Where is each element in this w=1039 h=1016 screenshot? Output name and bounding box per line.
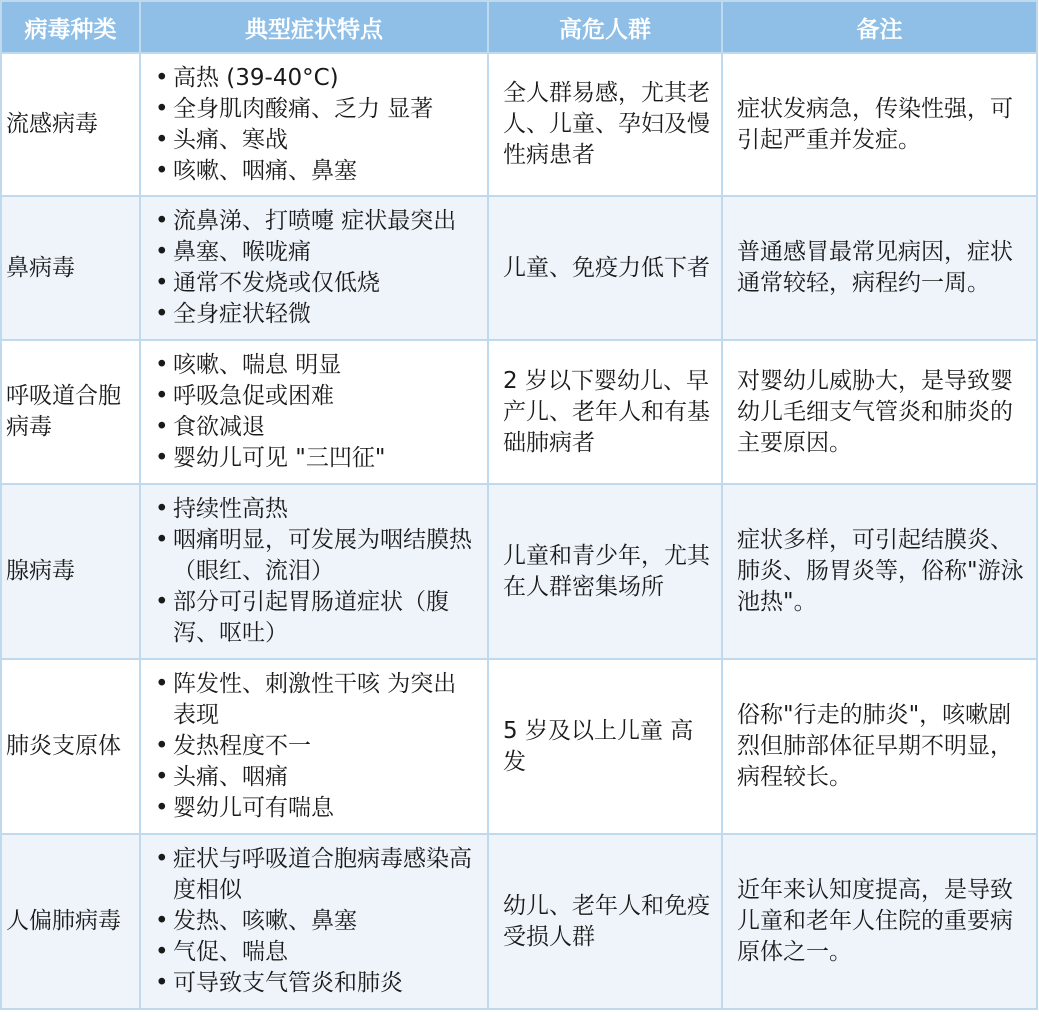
header-virus-type: 病毒种类: [1, 1, 140, 53]
symptom-item: • 咳嗽、喘息 明显: [155, 350, 473, 381]
symptom-item: • 咽痛明显，可发展为咽结膜热（眼红、流泪）: [155, 525, 473, 587]
symptom-item: • 婴幼儿可见 "三凹征": [155, 443, 473, 474]
symptom-item: • 持续性高热: [155, 494, 473, 525]
header-notes: 备注: [722, 1, 1037, 53]
note-cell: 俗称"行走的肺炎"，咳嗽剧烈但肺部体征早期不明显，病程较长。: [722, 659, 1037, 834]
symptom-item: • 咳嗽、咽痛、鼻塞: [155, 156, 473, 187]
symptoms-cell: [140, 53, 488, 196]
symptoms-cell: [140, 196, 488, 340]
note-cell: 普通感冒最常见病因，症状通常较轻，病程约一周。: [722, 196, 1037, 340]
risk-group-cell: 5 岁及以上儿童 高发: [488, 659, 722, 834]
risk-group-cell: 幼儿、老年人和免疫受损人群: [488, 834, 722, 1009]
symptom-item: • 头痛、咽痛: [155, 762, 473, 793]
virus-name-cell: 人偏肺病毒: [1, 834, 140, 1009]
symptom-item: • 气促、喘息: [155, 937, 473, 968]
symptom-item: • 症状与呼吸道合胞病毒感染高度相似: [155, 844, 473, 906]
table-row: [1, 196, 1037, 340]
symptom-item: • 流鼻涕、打喷嚏 症状最突出: [155, 206, 473, 237]
table-header-row: [1, 1, 1037, 53]
symptom-item: • 发热、咳嗽、鼻塞: [155, 906, 473, 937]
symptom-item: • 全身症状轻微: [155, 299, 473, 330]
note-cell: 对婴幼儿威胁大，是导致婴幼儿毛细支气管炎和肺炎的主要原因。: [722, 340, 1037, 484]
table-row: [1, 834, 1037, 1009]
risk-group-cell: 全人群易感，尤其老人、儿童、孕妇及慢性病患者: [488, 53, 722, 196]
virus-name-cell: 呼吸道合胞病毒: [1, 340, 140, 484]
symptom-item: • 婴幼儿可有喘息: [155, 793, 473, 824]
symptom-item: • 全身肌肉酸痛、乏力 显著: [155, 94, 473, 125]
symptom-item: • 通常不发烧或仅低烧: [155, 268, 473, 299]
risk-group-cell: 2 岁以下婴幼儿、早产儿、老年人和有基础肺病者: [488, 340, 722, 484]
virus-name-cell: 鼻病毒: [1, 196, 140, 340]
header-risk-group: 高危人群: [488, 1, 722, 53]
symptoms-cell: [140, 834, 488, 1009]
table-row: [1, 484, 1037, 659]
symptoms-cell: [140, 659, 488, 834]
virus-name-cell: 肺炎支原体: [1, 659, 140, 834]
symptom-item: • 头痛、寒战: [155, 125, 473, 156]
symptom-item: • 食欲减退: [155, 412, 473, 443]
symptom-item: • 鼻塞、喉咙痛: [155, 237, 473, 268]
note-cell: 近年来认知度提高，是导致儿童和老年人住院的重要病原体之一。: [722, 834, 1037, 1009]
virus-name-cell: 流感病毒: [1, 53, 140, 196]
note-cell: 症状多样，可引起结膜炎、肺炎、肠胃炎等，俗称"游泳池热"。: [722, 484, 1037, 659]
symptoms-cell: [140, 340, 488, 484]
symptoms-cell: [140, 484, 488, 659]
symptom-item: • 呼吸急促或困难: [155, 381, 473, 412]
symptom-item: • 发热程度不一: [155, 731, 473, 762]
table-row: [1, 53, 1037, 196]
table-row: [1, 659, 1037, 834]
header-symptoms: 典型症状特点: [140, 1, 488, 53]
virus-name-cell: 腺病毒: [1, 484, 140, 659]
risk-group-cell: 儿童、免疫力低下者: [488, 196, 722, 340]
risk-group-cell: 儿童和青少年，尤其在人群密集场所: [488, 484, 722, 659]
table-row: [1, 340, 1037, 484]
note-cell: 症状发病急，传染性强，可引起严重并发症。: [722, 53, 1037, 196]
symptom-item: • 阵发性、刺激性干咳 为突出表现: [155, 669, 473, 731]
symptom-item: • 高热 (39-40°C): [155, 63, 473, 94]
symptom-item: • 可导致支气管炎和肺炎: [155, 968, 473, 999]
symptom-item: • 部分可引起胃肠道症状（腹泻、呕吐）: [155, 587, 473, 649]
